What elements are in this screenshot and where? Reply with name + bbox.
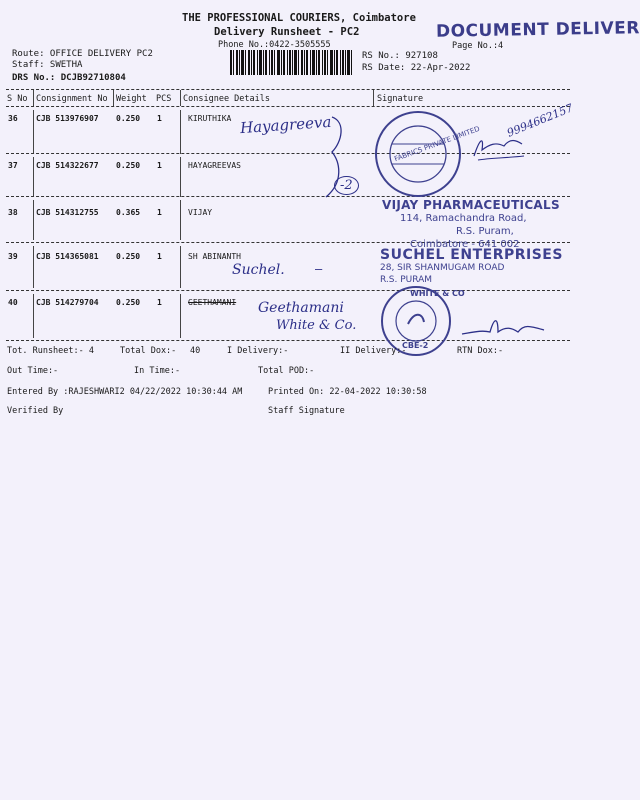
row-pcs: 1 bbox=[157, 161, 162, 170]
row-consignee: KIRUTHIKA bbox=[188, 114, 232, 123]
printed-on: Printed On: 22-04-2022 10:30:58 bbox=[268, 387, 427, 397]
phone-number: Phone No.:0422-3505555 bbox=[218, 40, 331, 50]
vijay-stamp-addr3: Coimbatore - 641 002 bbox=[410, 239, 520, 250]
row-consignee: VIJAY bbox=[188, 208, 213, 217]
rs-number: RS No.: 927108 bbox=[362, 51, 438, 61]
row-divider bbox=[180, 294, 181, 338]
fabrics-seal-text: FABRICS PRIVATE LIMITED bbox=[393, 124, 481, 164]
col-sno: S No bbox=[7, 94, 28, 104]
handwriting-phone: 9994662157 bbox=[505, 101, 575, 140]
row-weight: 0.250 bbox=[116, 114, 141, 123]
row-consignment: CJB 513976907 bbox=[36, 114, 99, 123]
out-time: Out Time:- bbox=[7, 366, 59, 376]
total-pod: Total POD:- bbox=[258, 366, 315, 376]
row-weight: 0.365 bbox=[116, 208, 141, 217]
suchel-stamp-addr1: 28, SIR SHANMUGAM ROAD bbox=[380, 263, 505, 273]
row-sno: 39 bbox=[8, 252, 18, 261]
verified-by: Verified By bbox=[7, 406, 64, 416]
row-consignee: SH ABINANTH bbox=[188, 252, 241, 261]
row-consignment: CJB 514365081 bbox=[36, 252, 99, 261]
row-divider bbox=[33, 246, 34, 288]
ii-delivery: II Delivery:- bbox=[340, 346, 407, 356]
col-divider bbox=[33, 90, 34, 106]
col-signature: Signature bbox=[377, 94, 424, 104]
col-consignment: Consignment No bbox=[36, 94, 108, 104]
signature-scribble bbox=[470, 128, 530, 168]
handwriting-circled-2: -2 bbox=[334, 176, 359, 195]
in-time: In Time:- bbox=[134, 366, 181, 376]
row-sno: 38 bbox=[8, 208, 18, 217]
row-sno: 37 bbox=[8, 161, 18, 170]
sheet-title: Delivery Runsheet - PC2 bbox=[214, 26, 360, 38]
row-weight: 0.250 bbox=[116, 252, 141, 261]
route: Route: OFFICE DELIVERY PC2 bbox=[12, 49, 153, 59]
total-dox-label: Total Dox:- bbox=[120, 346, 177, 356]
suchel-stamp-name: SUCHEL ENTERPRISES bbox=[380, 247, 563, 263]
row-divider bbox=[33, 157, 34, 197]
suchel-stamp-addr2: R.S. PURAM bbox=[380, 275, 433, 285]
total-runsheet: Tot. Runsheet:- 4 bbox=[7, 346, 94, 356]
handwriting-white-co: White & Co. bbox=[276, 318, 357, 333]
rtn-dox: RTN Dox:- bbox=[457, 346, 504, 356]
row-consignment: CJB 514312755 bbox=[36, 208, 99, 217]
handwriting-dash: – bbox=[315, 262, 323, 276]
header-top-rule bbox=[6, 89, 570, 90]
row-rule bbox=[6, 196, 570, 197]
col-pcs: PCS bbox=[156, 94, 172, 104]
row-divider bbox=[180, 200, 181, 240]
row-consignee: HAYAGREEVAS bbox=[188, 161, 241, 170]
row-consignment: CJB 514279704 bbox=[36, 298, 99, 307]
handwriting-hayagreeva: Hayagreeva bbox=[239, 112, 332, 138]
row-divider bbox=[33, 200, 34, 240]
rs-date: RS Date: 22-Apr-2022 bbox=[362, 63, 471, 73]
i-delivery: I Delivery:- bbox=[227, 346, 289, 356]
company-name: THE PROFESSIONAL COURIERS, Coimbatore bbox=[182, 12, 416, 24]
row-pcs: 1 bbox=[157, 208, 162, 217]
row-divider bbox=[180, 157, 181, 197]
staff: Staff: SWETHA bbox=[12, 60, 83, 70]
row-divider bbox=[180, 246, 181, 288]
col-divider bbox=[180, 90, 181, 106]
vijay-stamp-addr1: 114, Ramachandra Road, bbox=[400, 213, 527, 224]
row-pcs: 1 bbox=[157, 114, 162, 123]
row-sno: 36 bbox=[8, 114, 18, 123]
row-consignee: GEETHAMANI bbox=[188, 298, 237, 307]
total-dox-value: 40 bbox=[190, 346, 201, 356]
handwriting-suchel: Suchel. bbox=[232, 262, 285, 278]
row-weight: 0.250 bbox=[116, 161, 141, 170]
row-weight: 0.250 bbox=[116, 298, 141, 307]
white-co-seal-city: CBE-2 bbox=[402, 341, 429, 350]
row-consignment: CJB 514322677 bbox=[36, 161, 99, 170]
entered-by: Entered By :RAJESHWARI2 04/22/2022 10:30:44 AM bbox=[7, 387, 243, 397]
col-divider bbox=[113, 90, 114, 106]
row-divider bbox=[33, 110, 34, 154]
col-divider bbox=[373, 90, 374, 106]
document-delivery-stamp: DOCUMENT DELIVER bbox=[435, 18, 640, 42]
vijay-stamp-name: VIJAY PHARMACEUTICALS bbox=[382, 198, 560, 212]
row-divider bbox=[33, 294, 34, 338]
row-pcs: 1 bbox=[157, 298, 162, 307]
page-number: Page No.:4 bbox=[452, 41, 504, 51]
white-co-seal-text: WHITE & CO bbox=[410, 289, 465, 298]
col-weight: Weight bbox=[116, 94, 147, 104]
handwriting-geethamani: Geethamani bbox=[258, 300, 344, 316]
staff-signature: Staff Signature bbox=[268, 406, 345, 416]
barcode bbox=[230, 50, 352, 75]
header-bottom-rule bbox=[6, 106, 570, 107]
row-pcs: 1 bbox=[157, 252, 162, 261]
drs-number: DRS No.: DCJB92710804 bbox=[12, 73, 126, 83]
col-consignee: Consignee Details bbox=[183, 94, 270, 104]
vijay-stamp-addr2: R.S. Puram, bbox=[456, 226, 514, 237]
row-divider bbox=[180, 110, 181, 154]
row-sno: 40 bbox=[8, 298, 18, 307]
signature-scribble bbox=[460, 312, 550, 346]
row-rule bbox=[6, 290, 570, 291]
